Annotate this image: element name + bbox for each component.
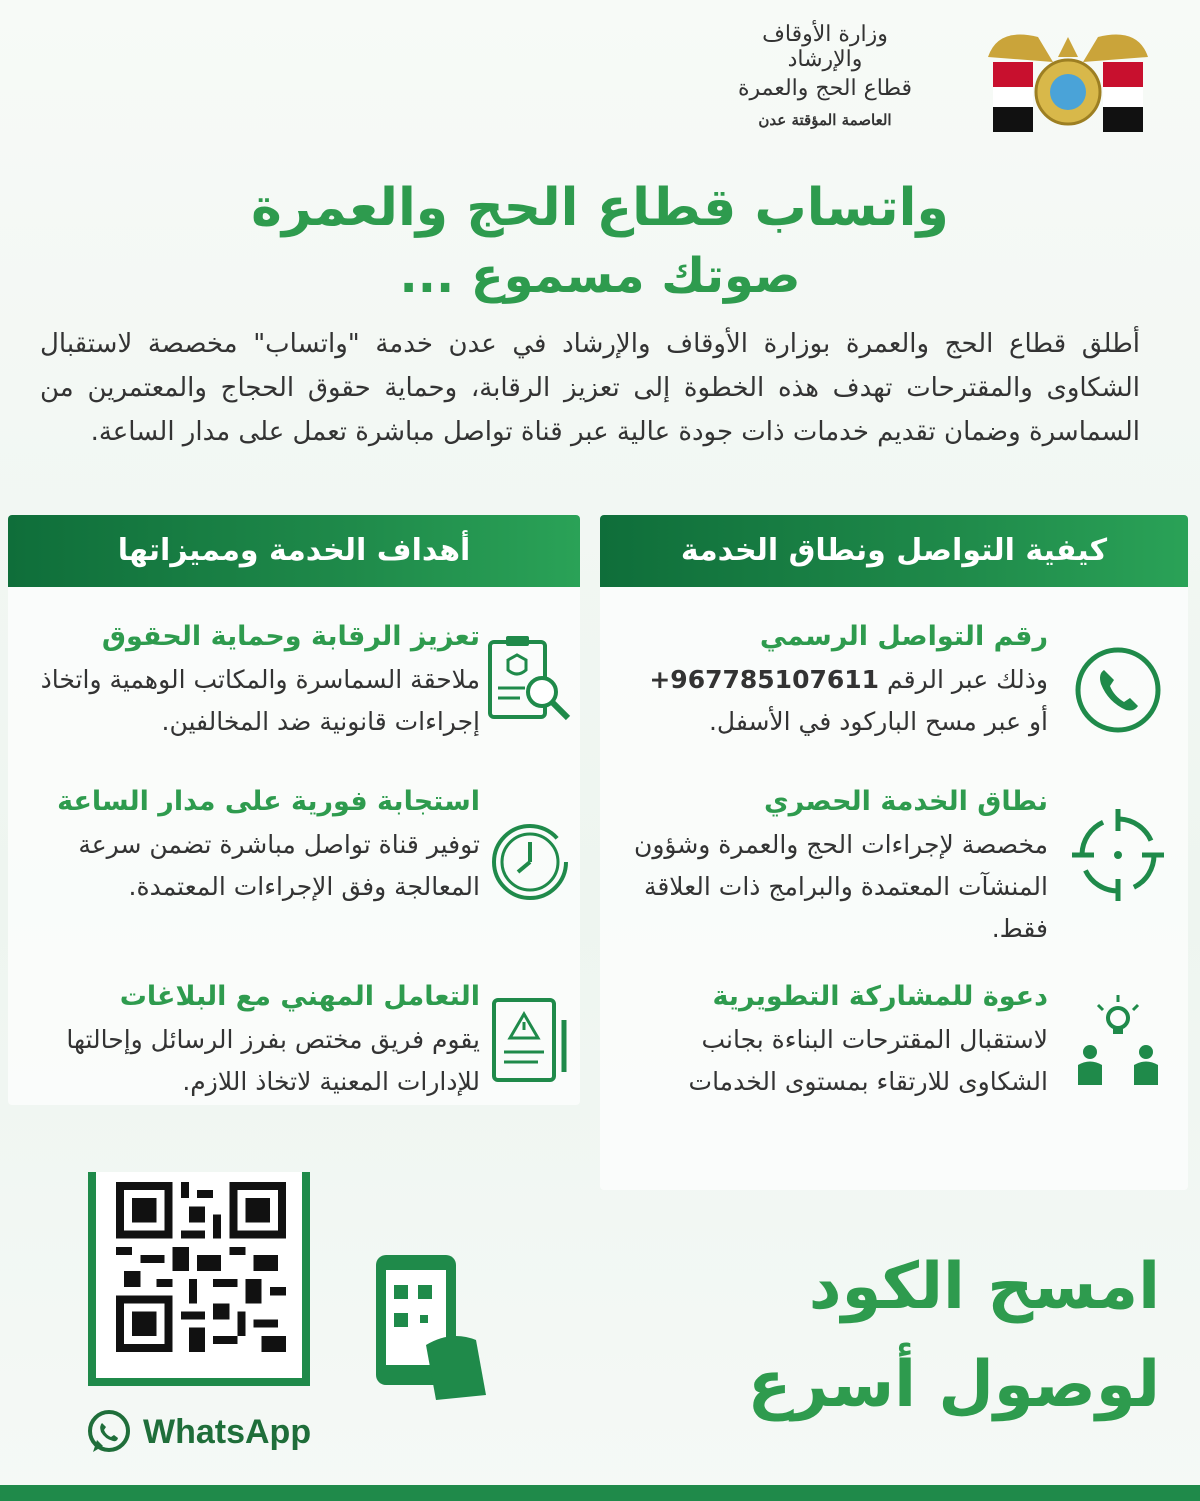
report-warning-icon bbox=[480, 990, 580, 1090]
contact-scope-heading: كيفية التواصل ونطاق الخدمة bbox=[600, 515, 1188, 587]
service-scope-text: مخصصة لإجراءات الحج والعمرة وشؤون المنشآت المعتمدة والبرامج ذات العلاقة فقط. bbox=[633, 830, 1048, 943]
footer-band bbox=[0, 1485, 1200, 1501]
page-title: واتساب قطاع الحج والعمرة bbox=[251, 178, 949, 238]
phone-icon bbox=[1068, 640, 1168, 740]
idea-people-icon bbox=[1068, 990, 1168, 1090]
goals-features-panel bbox=[8, 515, 580, 1105]
clock-icon bbox=[480, 810, 580, 910]
participation-text: لاستقبال المقترحات البناءة بجانب الشكاوى للارتقاء بمستوى الخدمات bbox=[688, 1025, 1048, 1096]
ministry-logo-text bbox=[725, 22, 925, 129]
contact-scope-panel bbox=[600, 515, 1188, 1190]
reports-handling-title: التعامل المهني مع البلاغات bbox=[119, 981, 480, 1012]
header bbox=[20, 12, 1180, 162]
goals-features-heading: أهداف الخدمة ومميزاتها bbox=[8, 515, 580, 587]
target-icon bbox=[1068, 805, 1168, 905]
service-scope-title: نطاق الخدمة الحصري bbox=[763, 786, 1048, 817]
ministry-name: وزارة الأوقاف والإرشاد bbox=[762, 22, 888, 72]
phone-scan-icon bbox=[356, 1245, 496, 1405]
contact-number-barcode-note: أو عبر مسح الباركود في الأسفل. bbox=[708, 707, 1048, 736]
qr-code-frame bbox=[88, 1172, 310, 1386]
clipboard-search-icon bbox=[480, 630, 580, 730]
participation-title: دعوة للمشاركة التطويرية bbox=[712, 981, 1048, 1012]
contact-number-line bbox=[608, 659, 1048, 701]
oversight-title: تعزيز الرقابة وحماية الحقوق bbox=[101, 621, 480, 652]
reports-handling-text: يقوم فريق مختص بفرز الرسائل وإحالتها للإدارات المعنية لاتخاذ اللازم. bbox=[66, 1025, 480, 1096]
whatsapp-number-link[interactable]: +967785107611 bbox=[649, 665, 880, 694]
contact-number-prefix: وذلك عبر الرقم bbox=[887, 665, 1048, 694]
faster-access-text: لوصول أسرع bbox=[747, 1348, 1160, 1422]
oversight-text: ملاحقة السماسرة والمكاتب الوهمية واتخاذ إجراءات قانونية ضد المخالفين. bbox=[40, 665, 480, 736]
whatsapp-label: WhatsApp bbox=[143, 1412, 312, 1451]
instant-response-title: استجابة فورية على مدار الساعة bbox=[57, 786, 480, 817]
contact-number-title: رقم التواصل الرسمي bbox=[759, 621, 1048, 652]
yemen-emblem-icon bbox=[978, 17, 1158, 142]
instant-response-text: توفير قناة تواصل مباشرة تضمن سرعة المعالجة وفق الإجراءات المعتمدة. bbox=[78, 830, 480, 901]
intro-paragraph: أطلق قطاع الحج والعمرة بوزارة الأوقاف والإرشاد في عدن خدمة "واتساب" مخصصة لاستقبال الشكاوى والمقترحات تهدف هذه الخطوة إلى تعزيز الرقابة، وحماية حقوق الحجاج والمعتمرين من السماسرة وضمان تقديم خدمات ذات جودة عالية عبر قناة تواصل مباشرة تعمل على مدار الساعة. bbox=[40, 329, 1140, 447]
city-name: العاصمة المؤقتة عدن bbox=[758, 111, 892, 129]
sector-name: قطاع الحج والعمرة bbox=[737, 76, 913, 101]
scan-code-text: امسح الكود bbox=[808, 1250, 1160, 1324]
qr-code[interactable] bbox=[116, 1182, 286, 1352]
page-subtitle: صوتك مسموع ... bbox=[399, 248, 801, 304]
whatsapp-icon bbox=[85, 1408, 133, 1456]
whatsapp-brand bbox=[85, 1408, 311, 1456]
